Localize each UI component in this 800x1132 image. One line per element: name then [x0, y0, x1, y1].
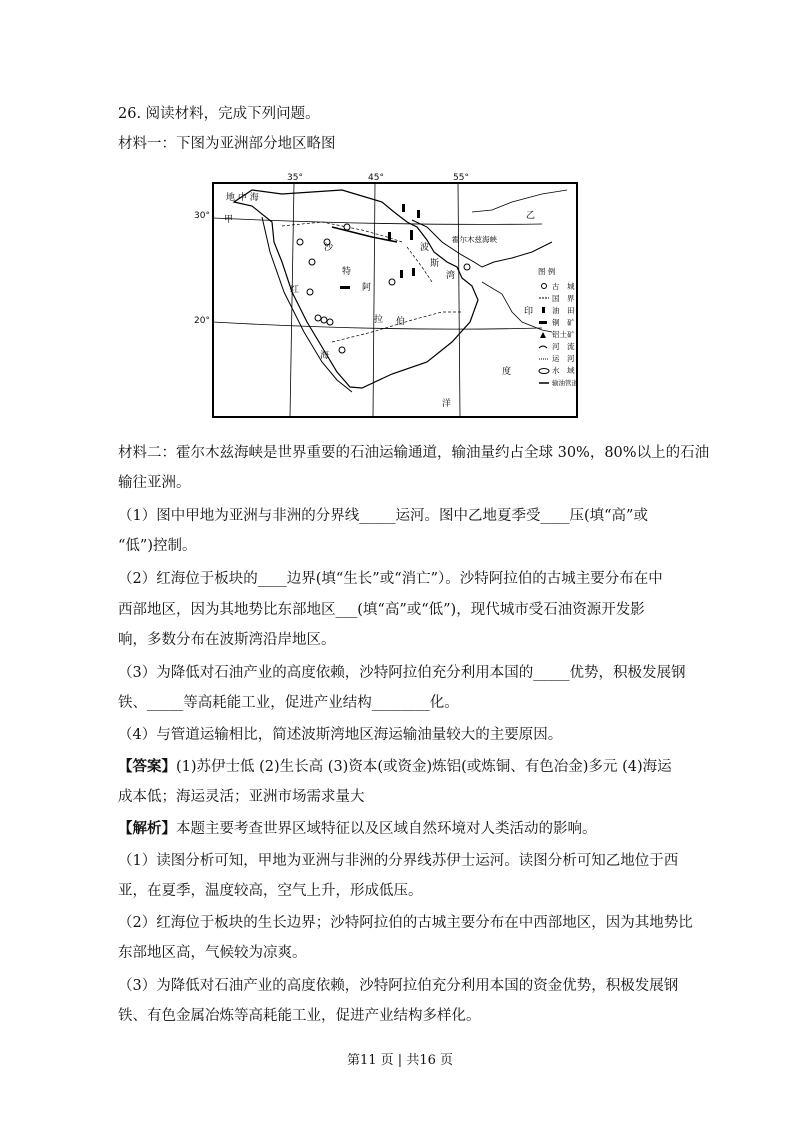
label-bo2: 波	[420, 243, 430, 253]
analysis-text: 本题主要考查世界区域特征以及区域自然环境对人类活动的影响。	[176, 821, 597, 837]
analysis-line1	[118, 819, 597, 839]
label-si: 斯	[430, 259, 440, 269]
analysis-p3-line2: 铁、有色金属冶炼等高耗能工业，促进产业结构多样化。	[118, 1008, 481, 1024]
answer-label: 【答案】	[118, 758, 176, 775]
answer-text: (1)苏伊士低 (2)生长高 (3)资本(或资金)炼铝(或炼铜、有色冶金)多元 (4)海运	[176, 759, 672, 775]
analysis-p1-line1: （1）读图分析可知，甲地为亚洲与非洲的分界线苏伊士运河。读图分析可知乙地位于西	[118, 853, 679, 869]
label-du: 度	[502, 367, 512, 377]
q2-line1: （2）红海位于板块的____边界(填“生长”或“消亡”）。沙特阿拉伯的古城主要分布在中	[118, 571, 663, 587]
label-sha: 沙	[324, 243, 334, 253]
q4-line1: （4）与管道运输相比，简述波斯湾地区海运输油量较大的主要原因。	[118, 727, 563, 743]
label-yang: 洋	[442, 399, 452, 409]
material-one: 材料一：下图为亚洲部分地区略图	[118, 136, 336, 152]
material-two-line1: 材料二：霍尔木兹海峡是世界重要的石油运输通道，输油量约占全球 30%，80%以上的石油	[118, 445, 710, 461]
analysis-p2-line1: （2）红海位于板块的生长边界；沙特阿拉伯的古城主要分布在中西部地区，因为其地势比	[118, 915, 693, 931]
legend-item: 国 界	[552, 294, 575, 303]
label-te: 特	[342, 267, 352, 277]
answer-line2: 成本低；海运灵活；亚洲市场需求量大	[118, 789, 365, 805]
label-yin: 印	[524, 307, 534, 317]
q2-line2: 西部地区，因为其地势比东部地区___(填“高”或“低”)，现代城市受石油资源开发影	[118, 602, 645, 618]
analysis-label: 【解析】	[118, 820, 176, 837]
page-footer: 第11 页 | 共16 页	[347, 1053, 453, 1068]
legend-item: 油 田	[552, 306, 575, 315]
lon-label-45: 45°	[368, 173, 384, 183]
q3-line2: 铁、_____等高耗能工业，促进产业结构________化。	[118, 695, 459, 711]
lon-label-55: 55°	[453, 173, 469, 183]
q1-line1: （1）图中甲地为亚洲与非洲的分界线_____运河。图中乙地夏季受____压(填“高”或	[118, 508, 648, 524]
yi-label: 乙	[526, 211, 536, 221]
label-a: 阿	[362, 283, 372, 293]
material-two-line2: 输往亚洲。	[118, 475, 191, 491]
analysis-p1-line2: 亚，在夏季，温度较高，空气上升，形成低压。	[118, 883, 423, 899]
analysis-p3-line1: （3）为降低对石油产业的高度依赖，沙特阿拉伯充分利用本国的资金优势，积极发展钢	[118, 978, 679, 994]
legend-item: 输油管道	[552, 379, 578, 387]
jia-label: 甲	[224, 215, 234, 225]
analysis-p2-line2: 东部地区高，气候较为凉爽。	[118, 945, 307, 961]
lat-label-30: 30°	[194, 211, 210, 221]
legend-item: 运 河	[552, 354, 575, 363]
legend-item: 古 城	[552, 282, 575, 291]
q1-line2: “低”)控制。	[118, 538, 197, 554]
label-hong: 红	[290, 285, 300, 295]
question-title: 26. 阅读材料，完成下列问题。	[118, 106, 320, 122]
label-la: 拉	[374, 315, 384, 325]
asia-region-map	[212, 182, 578, 418]
mediterranean-label: 地 中 海	[226, 193, 259, 203]
legend-item: 河 流	[552, 342, 575, 351]
q2-line3: 响，多数分布在波斯湾沿岸地区。	[118, 632, 336, 648]
hormuz-label: 霍尔木兹海峡	[452, 235, 497, 244]
lat-label-20: 20°	[194, 316, 210, 326]
legend-item: 铝土矿	[552, 330, 575, 339]
q3-line1: （3）为降低对石油产业的高度依赖，沙特阿拉伯充分利用本国的_____优势，积极发展钢	[118, 665, 686, 681]
lon-label-35: 35°	[287, 173, 303, 183]
legend-title: 图 例	[538, 267, 556, 276]
legend-item: 铜 矿	[552, 318, 575, 327]
label-bo: 伯	[396, 317, 406, 327]
label-wan: 湾	[446, 271, 456, 281]
legend-item: 水 域	[552, 366, 575, 375]
label-hai: 海	[320, 351, 330, 361]
answer-line1	[118, 757, 672, 777]
